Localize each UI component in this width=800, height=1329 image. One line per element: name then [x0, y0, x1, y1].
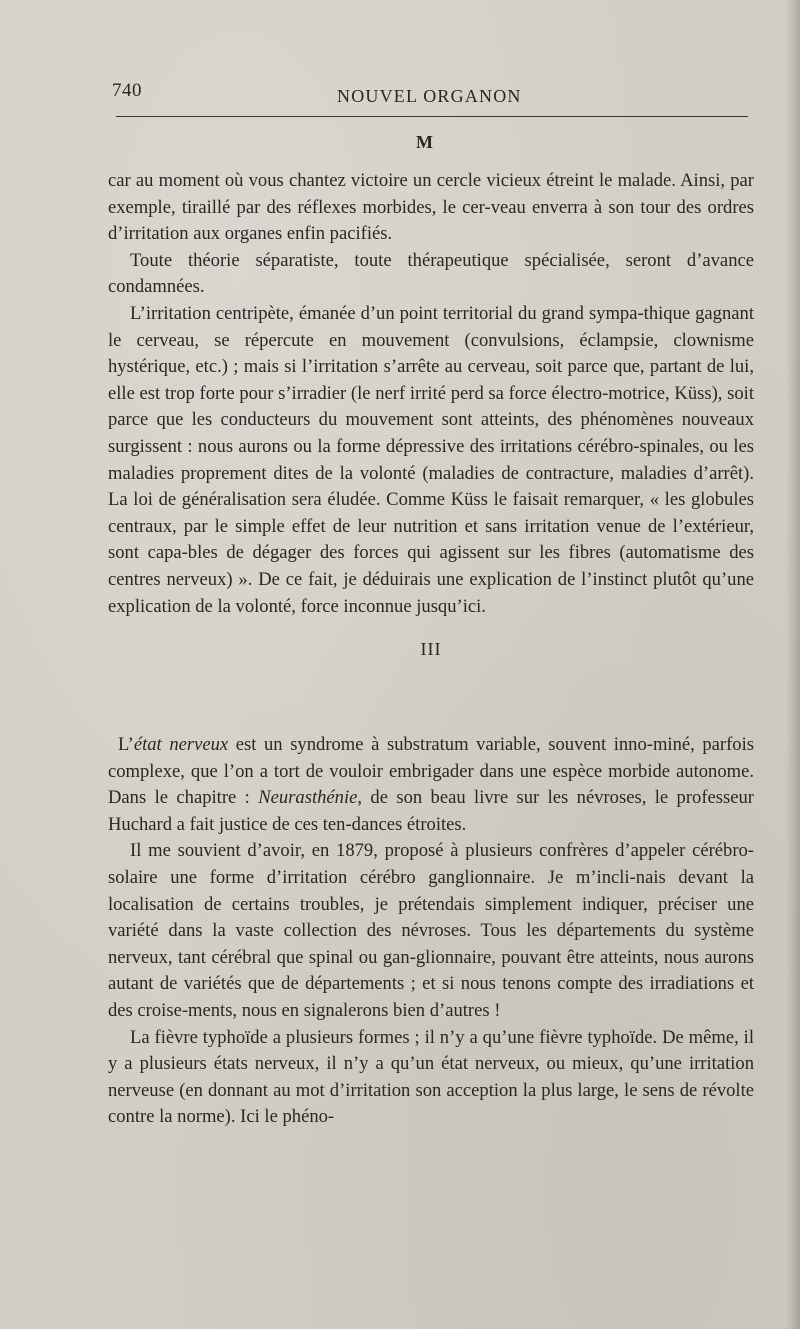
paragraph: L’irritation centripète, émanée d’un point territorial du grand sympa-thique gagnant le cerveau, se répercute en mouvement (convulsions, éclampsie, clownisme hystérique, etc.) ; mais si l’irritation s’arrête au cerveau, soit parce que, partant de lui, elle est trop forte pour s’irradier (le nerf irrité perd sa force électro-motrice, Küss), soit parce que les conducteurs du mouvement sont atteints, des phénomènes nouveaux surgissent : nous aurons ou la forme dépressive des irritations cérébro-spinales, ou les maladies proprement dites de la volonté (maladies de contracture, maladies d’arrêt). La loi de généralisation sera éludée. Comme Küss le faisait remarquer, « les globules centraux, par le simple effet de leur nutrition et sans irritation venue de l’extérieur, sont capa-bles de dégager des forces qui agissent sur les fibres (automatisme des centres nerveux) ». De ce fait, je déduirais une explication de l’instinct plutôt qu’une explication de la volonté, force inconnue jusqu’ici. [108, 302, 754, 617]
section-one-text [108, 168, 754, 683]
paragraph-etat-nerveux [108, 732, 754, 838]
paragraph-text: , de son beau livre sur les névroses, le professeur Huchard a fait justice de ces ten-dances étroites. [108, 787, 754, 835]
paragraph: La fièvre typhoïde a plusieurs formes ; il n’y a qu’une fièvre typhoïde. De même, il y a plusieurs états nerveux, il n’y a qu’un état nerveux, ou mieux, qu’une irritation nerveuse (en donnant au mot d’irritation son acception la plus large, le sens de révolte contre la norme). Ici le phéno- [108, 1026, 754, 1128]
page-number: 740 [112, 80, 142, 101]
paragraph: car au moment où vous chantez victoire un cercle vicieux étreint le malade. Ainsi, par exemple, tiraillé par des réflexes morbides, le cer-veau enverra à son tour des ordres d’irritation aux organes enfin pacifiés. [108, 170, 754, 245]
paragraph-text: est un syndrome à substratum variable, souvent inno-miné, parfois complexe, que l’on a tort de vouloir embrigader dans une espèce morbide autonome. Dans le chapitre : [108, 734, 754, 809]
paragraph: Toute théorie séparatiste, toute thérapeutique spécialisée, seront d’avance condamnées. [108, 249, 754, 298]
paragraph-lead: L’ [118, 734, 134, 755]
section-two-text [108, 732, 754, 1131]
italic-term: état nerveux [133, 734, 229, 755]
running-title: NOUVEL ORGANON [337, 86, 522, 106]
page-edge-shadow [786, 0, 800, 1329]
paragraph: Il me souvient d’avoir, en 1879, proposé à plusieurs confrères d’appeler cérébro-solaire une forme d’irritation cérébro ganglionnaire. Je m’incli-nais devant la localisation de certains troubles, je prétendais simplement indiquer, préciser une variété dans la vaste collection des névroses. Tous les départements du système nerveux, tant cérébral que spinal ou gan-glionnaire, pouvant être atteints, nous aurons autant de variétés que de départements ; et si nous tenons compte des irradiations et des croise-ments, nous en signalerons bien d’autres ! [108, 840, 754, 1021]
header-rule [116, 116, 748, 117]
section-heading: III [420, 639, 442, 660]
signature-mark: M [416, 132, 434, 152]
italic-chapter-title: Neurasthénie [258, 787, 358, 809]
